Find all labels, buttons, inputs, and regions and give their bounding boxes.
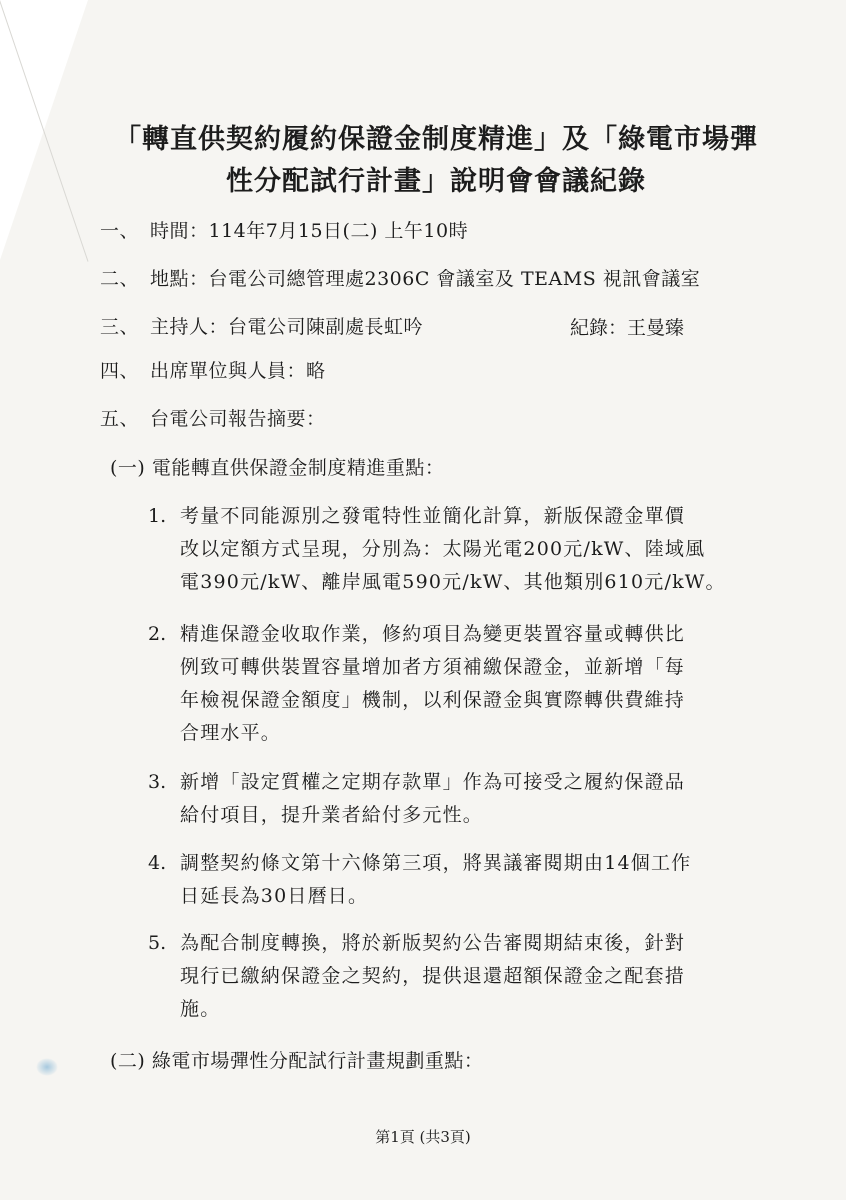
- item-2-line-4: 合理水平。: [180, 722, 282, 744]
- meta-chair-num: 三、: [100, 316, 140, 338]
- title-line-1: 「轉直供契約履約保證金制度精進」及「綠電市場彈: [114, 124, 758, 155]
- section1-heading: (一) 電能轉直供保證金制度精進重點：: [110, 457, 445, 479]
- item-4-text: [180, 847, 760, 913]
- ink-smudge: [36, 1058, 58, 1076]
- meta-attendees-text: 出席單位與人員：略: [150, 360, 326, 382]
- meta-time-text: 時間：114年7月15日(二) 上午10時: [150, 220, 469, 242]
- section2-heading: (二) 綠電市場彈性分配試行計畫規劃重點：: [110, 1050, 484, 1072]
- item-3-text: [180, 766, 760, 832]
- item-3-line-1: 新增「設定質權之定期存款單」作為可接受之履約保證品: [180, 771, 686, 793]
- page-footer: 第1頁 (共3頁): [375, 1128, 471, 1146]
- item-4-line-1: 調整契約條文第十六條第三項，將異議審閱期由14個工作: [180, 852, 692, 874]
- item-1-text: [180, 500, 760, 599]
- meta-place-text: 地點：台電公司總管理處2306C 會議室及 TEAMS 視訊會議室: [150, 268, 701, 290]
- item-4-line-2: 日延長為30日曆日。: [180, 885, 369, 907]
- item-3-line-2: 給付項目，提升業者給付多元性。: [180, 804, 484, 826]
- item-5-line-1: 為配合制度轉換，將於新版契約公告審閱期結束後，針對: [180, 932, 686, 954]
- meta-place: [100, 264, 700, 294]
- item-2-line-1: 精進保證金收取作業，修約項目為變更裝置容量或轉供比: [180, 623, 686, 645]
- meta-chair-text: 主持人：台電公司陳副處長虹吟: [150, 316, 424, 338]
- meta-place-num: 二、: [100, 268, 140, 290]
- meta-recorder: 紀錄：王曼臻: [570, 317, 685, 339]
- item-1-line-3: 電390元/kW、離岸風電590元/kW、其他類別610元/kW。: [180, 571, 726, 593]
- item-1-num: 1.: [148, 505, 167, 527]
- item-5-text: [180, 927, 760, 1026]
- item-1-line-2: 改以定額方式呈現，分別為：太陽光電200元/kW、陸域風: [180, 538, 706, 560]
- item-2-text: [180, 618, 760, 750]
- meta-time-num: 一、: [100, 220, 140, 242]
- item-3-num: 3.: [148, 771, 167, 793]
- item-5-line-3: 施。: [180, 998, 221, 1020]
- item-5-num: 5.: [148, 932, 167, 954]
- meta-attendees: [100, 356, 326, 386]
- meta-summary-num: 五、: [100, 408, 140, 430]
- title-line-2: 性分配試行計畫」說明會會議紀錄: [226, 166, 646, 197]
- item-2-line-3: 年檢視保證金額度」機制，以利保證金與實際轉供費維持: [180, 689, 686, 711]
- meta-chair: [100, 312, 423, 342]
- meta-summary: [100, 404, 326, 434]
- item-4-num: 4.: [148, 852, 167, 874]
- item-1-line-1: 考量不同能源別之發電特性並簡化計算，新版保證金單價: [180, 505, 686, 527]
- item-2-num: 2.: [148, 623, 167, 645]
- meta-summary-text: 台電公司報告摘要：: [150, 408, 326, 430]
- item-2-line-2: 例致可轉供裝置容量增加者方須補繳保證金，並新增「每: [180, 656, 686, 678]
- item-5-line-2: 現行已繳納保證金之契約，提供退還超額保證金之配套措: [180, 965, 686, 987]
- meta-attendees-num: 四、: [100, 360, 140, 382]
- meta-time: [100, 216, 468, 246]
